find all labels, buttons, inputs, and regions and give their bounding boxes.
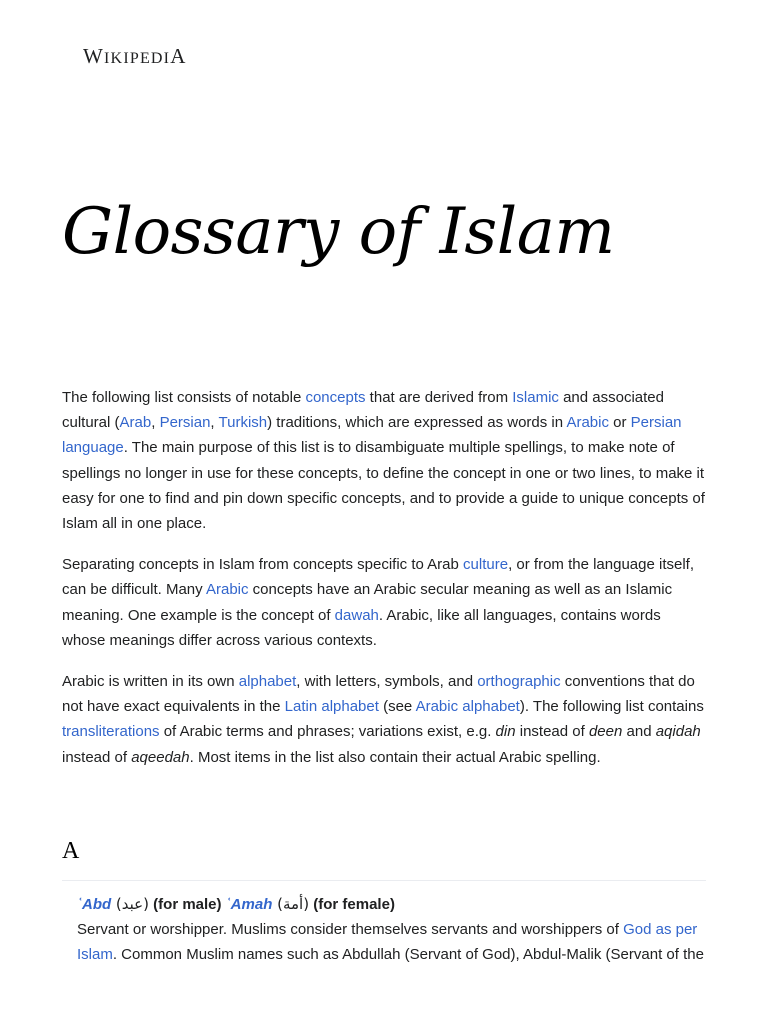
intro-paragraph-3: Arabic is written in its own alphabet, with letters, symbols, and orthographic conventions that do not have exact equivalents in the Latin alphabet (see Arabic alphabet). The following list contains transliterations of Arabic terms and phrases; variations exist, e.g. din instead of deen and aqidah instead of aqeedah. Most items in the list also contain their actual Arabic spelling. xyxy=(62,673,704,766)
arabic-spelling: (عبد) xyxy=(111,895,149,913)
wikipedia-wordmark[interactable]: WIKIPEDIA xyxy=(83,44,187,68)
link-arabic-2[interactable]: Arabic xyxy=(205,581,249,599)
link-amah[interactable]: ʿAmah xyxy=(225,896,273,913)
section-heading-a: A xyxy=(62,838,80,864)
link-culture[interactable]: culture xyxy=(463,556,509,574)
link-transliterations[interactable]: transliterations xyxy=(62,723,160,741)
link-alphabet[interactable]: alphabet xyxy=(238,673,297,691)
link-arab[interactable]: Arab xyxy=(119,414,152,432)
link-orthographic[interactable]: orthographic xyxy=(477,673,561,691)
link-islamic[interactable]: Islamic xyxy=(512,389,559,406)
link-abd[interactable]: ʿAbd xyxy=(77,896,112,913)
page-title: Glossary of Islam xyxy=(62,195,615,269)
link-concepts[interactable]: concepts xyxy=(305,389,366,406)
glossary-definition: Servant or worshipper. Muslims consider themselves servants and worshippers of God as per Islam. Common Muslim names such as Abdullah (Servant of God), Abdul-Malik (Servant of the xyxy=(77,921,704,964)
intro-paragraph-2: Separating concepts in Islam from concepts specific to Arab culture, or from the language itself, can be difficult. Many Arabic concepts have an Arabic secular meaning as well as an Islamic meaning. One example is the concept of dawah. Arabic, like all languages, contains words whose meanings differ across various contexts. xyxy=(62,556,694,649)
glossary-list xyxy=(77,892,709,967)
arabic-spelling: (أمة) xyxy=(272,895,310,913)
link-latin-alphabet[interactable]: Latin alphabet xyxy=(284,698,379,716)
link-arabic[interactable]: Arabic xyxy=(566,414,609,432)
section-divider xyxy=(62,880,706,881)
article-intro xyxy=(62,385,708,786)
glossary-term: ʿAbd (عبد) (for male) ʿAmah (أمة) (for female) xyxy=(77,895,395,913)
intro-paragraph-1: The following list consists of notable concepts that are derived from Islamic and associated cultural (Arab, Persian, Turkish) traditions, which are expressed as words in Arabic or Persian language. The main purpose of this list is to disambiguate multiple spellings, to make note of spellings no longer in use for these concepts, to define the concept in one or two lines, to make it easy for one to find and pin down specific concepts, and to provide a guide to unique concepts of Islam all in one place. xyxy=(62,389,705,533)
link-turkish[interactable]: Turkish xyxy=(218,414,268,432)
link-god-as-per-islam[interactable]: God as per Islam xyxy=(77,921,698,964)
link-persian-language[interactable]: Persian language xyxy=(62,414,682,457)
link-dawah[interactable]: dawah xyxy=(334,606,379,624)
link-persian[interactable]: Persian xyxy=(159,414,211,432)
link-arabic-alphabet[interactable]: Arabic alphabet xyxy=(415,698,520,716)
